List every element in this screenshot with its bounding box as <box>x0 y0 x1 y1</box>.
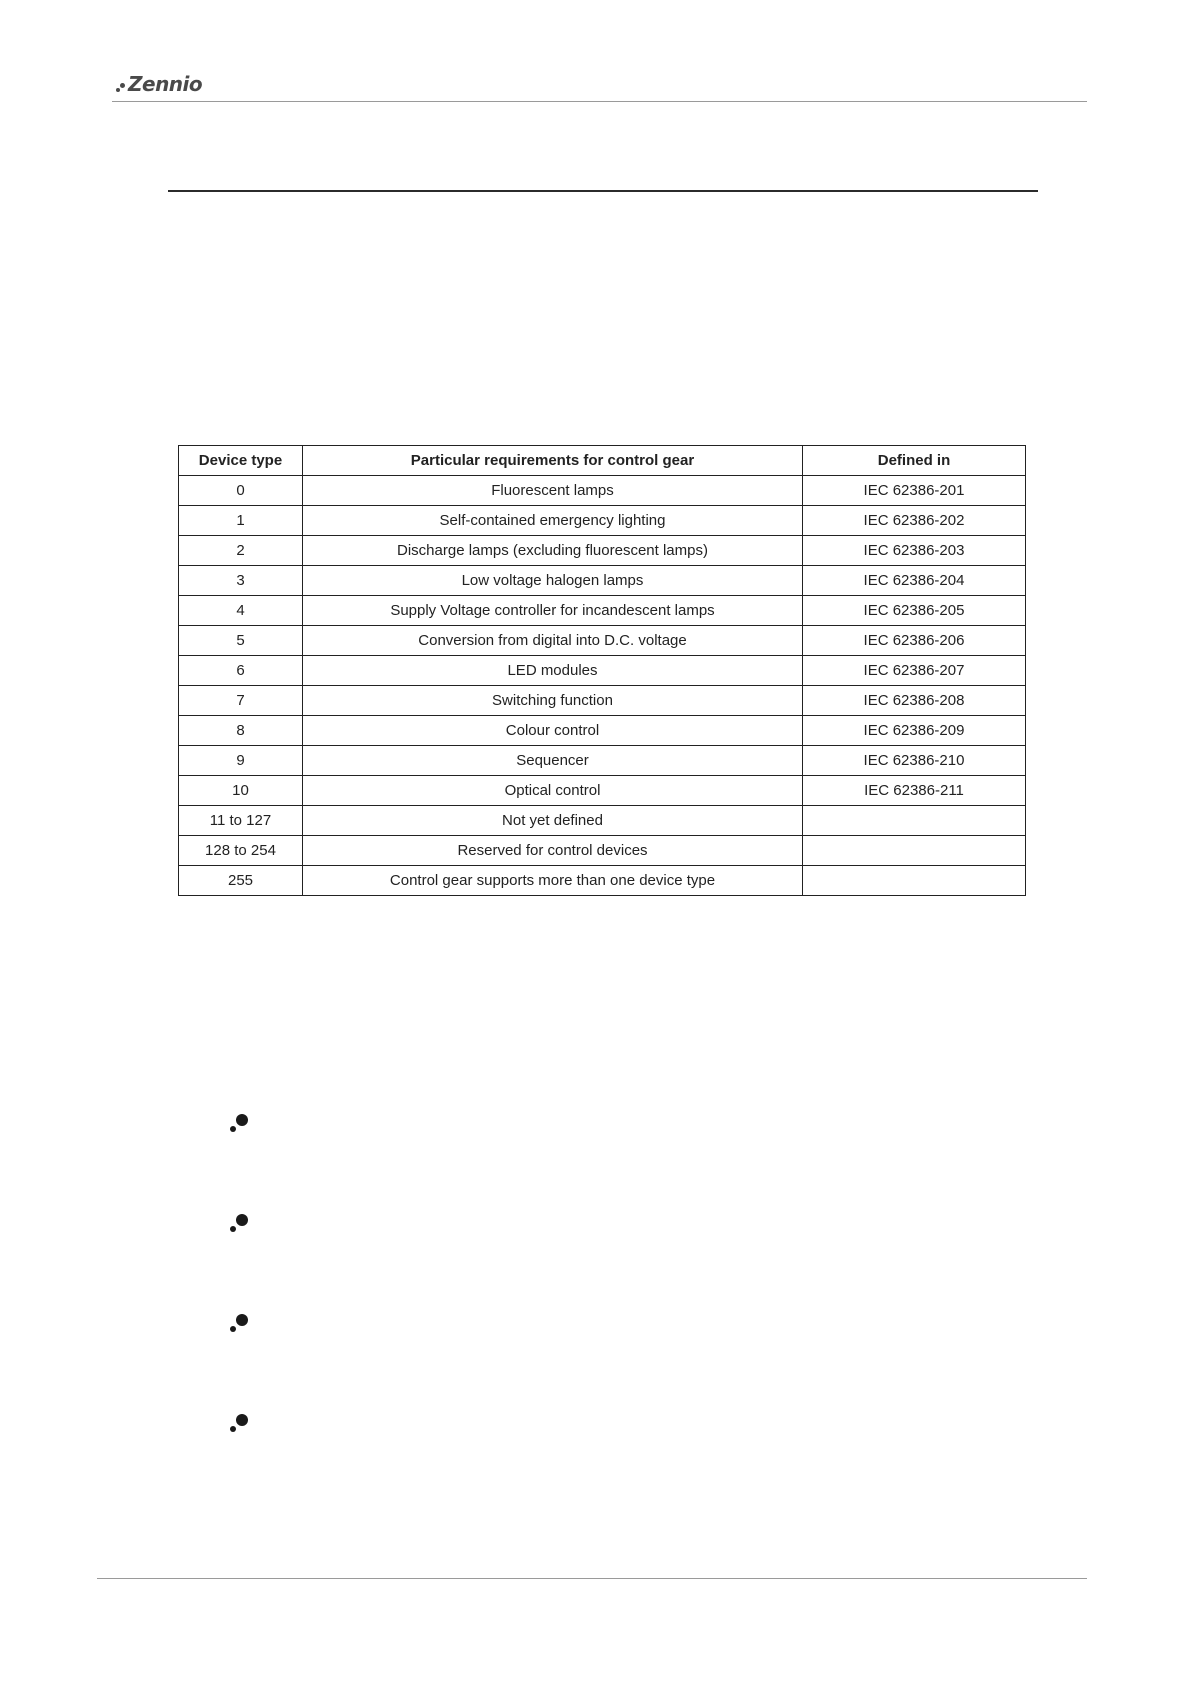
logo-text: Zennio <box>128 72 203 96</box>
defined-in-cell: IEC 62386-201 <box>803 476 1026 506</box>
zennio-bullet-icon <box>228 1112 250 1134</box>
column-header-defined-in: Defined in <box>803 446 1026 476</box>
zennio-bullet-icon <box>228 1212 250 1234</box>
defined-in-cell: IEC 62386-205 <box>803 596 1026 626</box>
column-header-requirements: Particular requirements for control gear <box>303 446 803 476</box>
table-row <box>179 626 1026 656</box>
requirement-cell: Sequencer <box>303 746 803 776</box>
footer-divider <box>97 1578 1087 1579</box>
zennio-logo <box>116 70 202 98</box>
device-type-cell: 5 <box>179 626 303 656</box>
table-row <box>179 836 1026 866</box>
device-type-cell: 255 <box>179 866 303 896</box>
header-divider <box>112 101 1087 102</box>
requirement-cell: LED modules <box>303 656 803 686</box>
device-type-cell: 9 <box>179 746 303 776</box>
device-type-cell: 3 <box>179 566 303 596</box>
requirement-cell: Discharge lamps (excluding fluorescent lamps) <box>303 536 803 566</box>
defined-in-cell: IEC 62386-203 <box>803 536 1026 566</box>
requirement-cell: Switching function <box>303 686 803 716</box>
defined-in-cell: IEC 62386-204 <box>803 566 1026 596</box>
device-type-cell: 6 <box>179 656 303 686</box>
defined-in-cell: IEC 62386-207 <box>803 656 1026 686</box>
table-row <box>179 596 1026 626</box>
requirement-cell: Control gear supports more than one device type <box>303 866 803 896</box>
defined-in-cell: IEC 62386-210 <box>803 746 1026 776</box>
table-row <box>179 776 1026 806</box>
device-type-cell: 7 <box>179 686 303 716</box>
section-divider <box>168 190 1038 192</box>
requirement-cell: Self-contained emergency lighting <box>303 506 803 536</box>
table-row <box>179 746 1026 776</box>
defined-in-cell <box>803 806 1026 836</box>
defined-in-cell: IEC 62386-202 <box>803 506 1026 536</box>
table-row <box>179 566 1026 596</box>
requirement-cell: Conversion from digital into D.C. voltage <box>303 626 803 656</box>
defined-in-cell: IEC 62386-208 <box>803 686 1026 716</box>
device-type-cell: 2 <box>179 536 303 566</box>
device-type-cell: 4 <box>179 596 303 626</box>
table-row <box>179 806 1026 836</box>
table-row <box>179 476 1026 506</box>
defined-in-cell: IEC 62386-209 <box>803 716 1026 746</box>
defined-in-cell <box>803 836 1026 866</box>
device-type-cell: 1 <box>179 506 303 536</box>
defined-in-cell <box>803 866 1026 896</box>
column-header-device-type: Device type <box>179 446 303 476</box>
requirement-cell: Fluorescent lamps <box>303 476 803 506</box>
device-type-cell: 8 <box>179 716 303 746</box>
device-type-cell: 10 <box>179 776 303 806</box>
zennio-logo-icon <box>116 78 128 98</box>
device-type-cell: 128 to 254 <box>179 836 303 866</box>
requirement-cell: Optical control <box>303 776 803 806</box>
table-header-row <box>179 446 1026 476</box>
zennio-bullet-icon <box>228 1412 250 1434</box>
requirement-cell: Supply Voltage controller for incandescent lamps <box>303 596 803 626</box>
requirement-cell: Low voltage halogen lamps <box>303 566 803 596</box>
table-body <box>179 476 1026 896</box>
table-row <box>179 656 1026 686</box>
device-type-cell: 11 to 127 <box>179 806 303 836</box>
table-row <box>179 686 1026 716</box>
table-row <box>179 536 1026 566</box>
table-row <box>179 866 1026 896</box>
defined-in-cell: IEC 62386-211 <box>803 776 1026 806</box>
table-row <box>179 716 1026 746</box>
requirement-cell: Not yet defined <box>303 806 803 836</box>
zennio-bullet-icon <box>228 1312 250 1334</box>
device-type-table <box>178 445 1026 896</box>
requirement-cell: Reserved for control devices <box>303 836 803 866</box>
device-type-cell: 0 <box>179 476 303 506</box>
requirement-cell: Colour control <box>303 716 803 746</box>
defined-in-cell: IEC 62386-206 <box>803 626 1026 656</box>
table-row <box>179 506 1026 536</box>
